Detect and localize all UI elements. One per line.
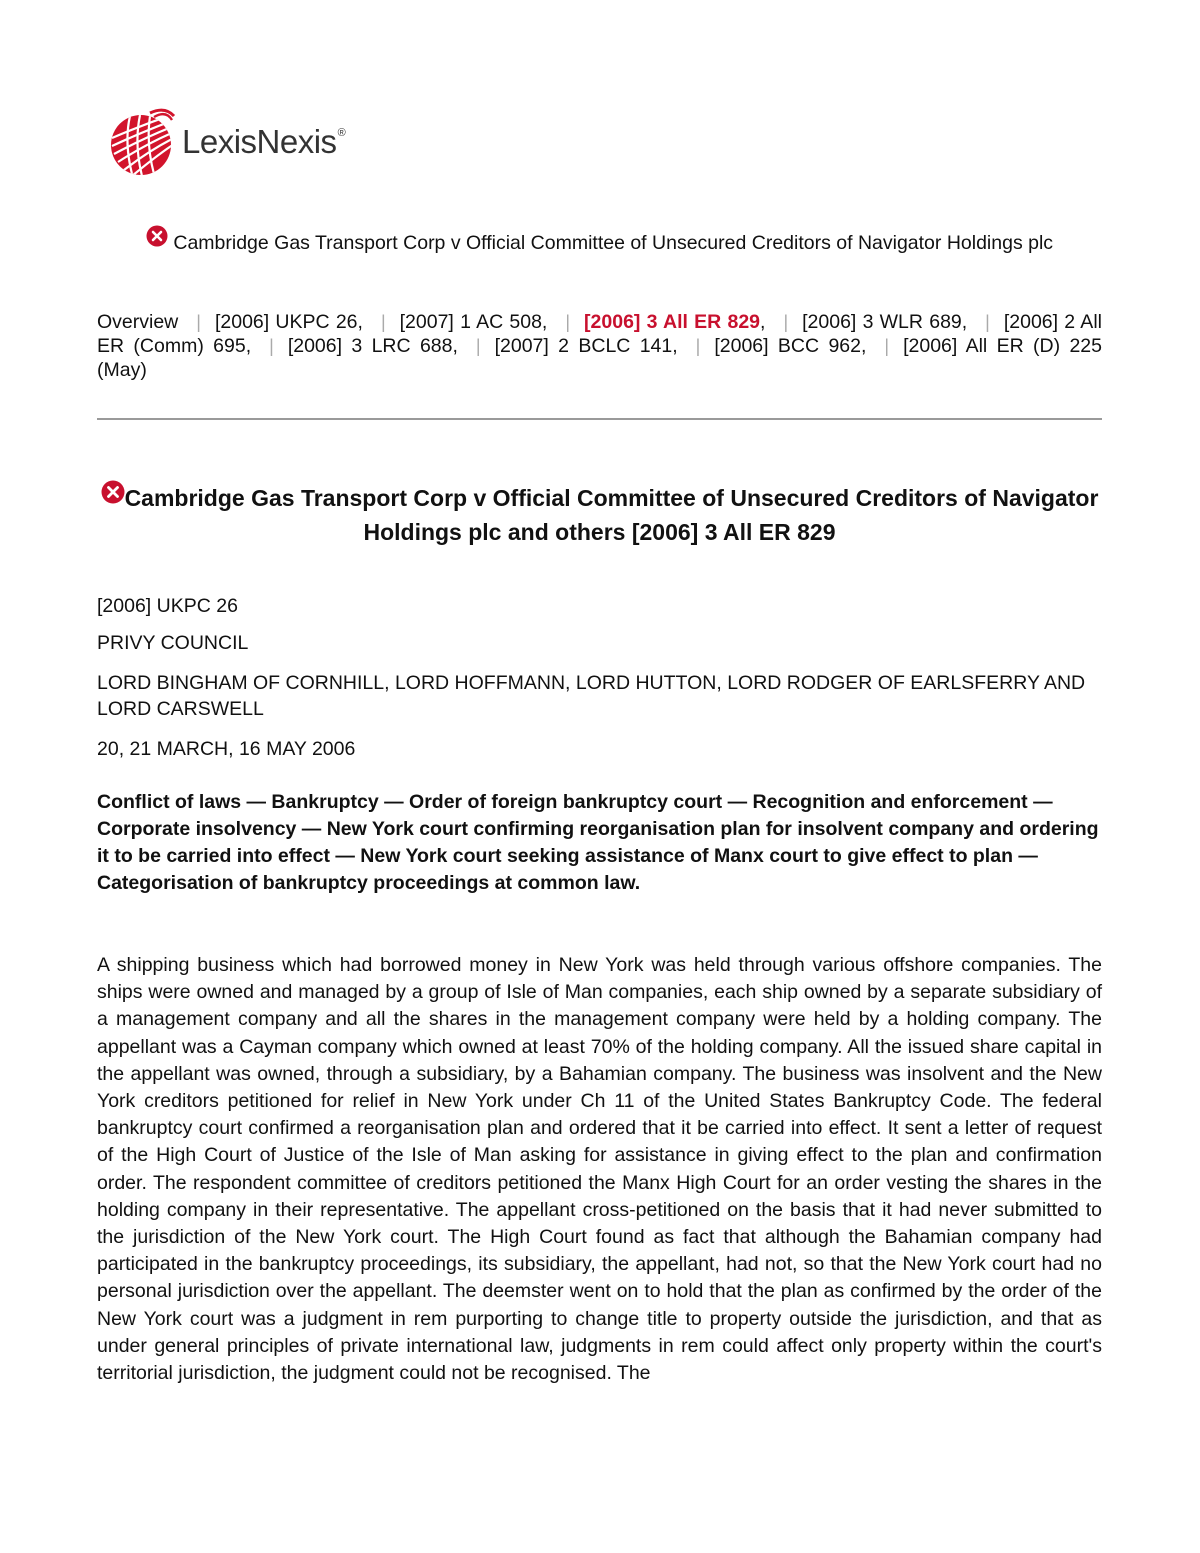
citation-link[interactable]: [2006] 3 WLR 689, <box>802 311 968 333</box>
citation-link[interactable]: [2007] 1 AC 508, <box>399 311 548 333</box>
citation-link[interactable]: [2007] 2 BCLC 141, <box>494 335 678 357</box>
catchwords: Conflict of laws — Bankruptcy — Order of foreign bankruptcy court — Recognition and enforcement — Corporate insolvency — New York court confirming reorganisation plan for insolvent company and ordering it to be carried into effect — New York court seeking assistance of Manx court to give effect to plan — Categorisation of bankruptcy proceedings at common law. <box>97 791 1099 894</box>
citation-link[interactable]: [2006] BCC 962, <box>714 335 867 357</box>
document-title: Cambridge Gas Transport Corp v Official Committee of Unsecured Creditors of Navigator Holdings plc and others [2006] 3 All ER 829 <box>97 482 1102 548</box>
red-x-circle-icon <box>146 225 168 256</box>
citation-separator: | <box>475 336 481 356</box>
citation-separator: | <box>269 336 274 356</box>
citation-link[interactable]: [2006] 2 All ER (Comm) 695, <box>97 311 1102 357</box>
citation-link[interactable]: [2006] UKPC 26, <box>214 311 363 333</box>
lexisnexis-emblem-icon <box>110 108 176 176</box>
court-name: PRIVY COUNCIL <box>97 632 249 654</box>
red-x-circle-icon <box>101 480 125 512</box>
citation-separator: | <box>884 336 890 356</box>
citation-separator: | <box>565 312 571 332</box>
citation-separator: | <box>695 336 701 356</box>
citation-overview-link[interactable]: Overview <box>97 311 179 333</box>
current-citation: [2006] 3 All ER 829 <box>584 311 761 333</box>
citation-separator: | <box>380 312 386 332</box>
judges: LORD BINGHAM OF CORNHILL, LORD HOFFMANN, LORD HUTTON, LORD RODGER OF EARLSFERRY AND LORD CARSWELL <box>97 672 1086 720</box>
citation-separator: | <box>196 312 201 332</box>
document-short-title: Cambridge Gas Transport Corp v Official Committee of Unsecured Creditors of Navigator Holdings plc <box>97 228 1102 259</box>
lexisnexis-wordmark: LexisNexis® <box>182 123 346 160</box>
neutral-citation: [2006] UKPC 26 <box>97 595 238 617</box>
headnote-paragraph: A shipping business which had borrowed money in New York was held through various offshore companies. The ships were owned and managed by a group of Isle of Man companies, each ship owned by a separate subsidiary of a management company and all the shares in the management company were held by a holding company. The appellant was a Cayman company which owned at least 70% of the holding company. All the issued share capital in the appellant was owned, through a subsidiary, by a Bahamian company. The business was insolvent and the New York creditors petitioned for relief in New York under Ch 11 of the United States Bankruptcy Code. The federal bankruptcy court confirmed a reorganisation plan and ordered that it be carried into effect. It sent a letter of request of the High Court of Justice of the Isle of Man asking for assistance in giving effect to the plan and confirmation order. The respondent committee of creditors petitioned the Manx High Court for an order vesting the shares in the holding company in their representative. The appellant cross-petitioned on the basis that it had never submitted to the jurisdiction of the New York court. The High Court found as fact that although the Bahamian company had participated in the bankruptcy proceedings, its subsidiary, the appellant, had not, so that the New York court had no personal jurisdiction over the appellant. The deemster went on to hold that the plan as confirmed by the order of the New York court was a judgment in rem purporting to change title to property outside the jurisdiction, and that as under general principles of private international law, judgments in rem could affect only property within the court's territorial jurisdiction, the judgment could not be recognised. The <box>97 954 1102 1385</box>
citation-link[interactable]: [2006] 3 LRC 688, <box>287 335 458 357</box>
current-citation-suffix: , <box>760 311 766 333</box>
lexisnexis-logo <box>110 108 345 176</box>
citation-separator: | <box>985 312 990 332</box>
citation-separator: | <box>783 312 789 332</box>
citation-link[interactable]: [2006] All ER (D) 225 (May) <box>97 335 1102 381</box>
citation-list <box>97 310 1102 382</box>
section-divider <box>97 418 1102 420</box>
hearing-dates: 20, 21 MARCH, 16 MAY 2006 <box>97 738 356 760</box>
